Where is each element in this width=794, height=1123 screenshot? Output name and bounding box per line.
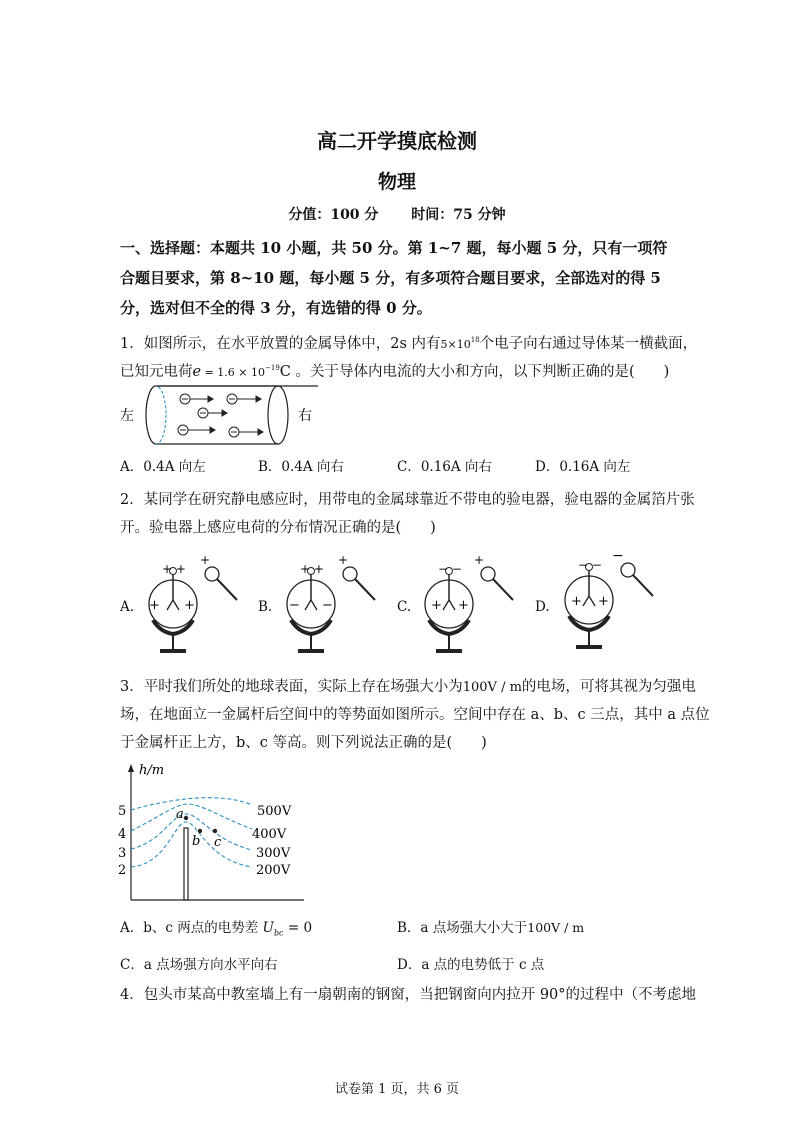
q1-option-b[interactable]: B．0.4A 向右 [258,459,344,475]
q1-electron-exponent: 18 [470,336,480,344]
exam-subject: 物理 [377,171,416,193]
electroscope-b-top-charge: + + [300,562,324,576]
q3-option-b-text: B．a 点场强大小大于 [397,920,528,936]
curve-label-400: 400V [252,827,287,842]
score-time-line: 分值：100 分 时间：75 分钟 [288,207,506,223]
equipotential-curves [131,798,252,867]
ball-c-charge: + [474,553,485,567]
electroscope-b-right-charge: − [322,598,333,613]
q3-text-line3: 于金属杆正上方，b、c 等高。则下列说法正确的是( ) [120,735,487,751]
y-tick-4: 4 [118,827,127,842]
curve-label-300: 300V [256,846,291,861]
q1-charge-symbol: e [192,363,202,380]
exam-title: 高二开学摸底检测 [317,129,477,153]
point-label-a: a [176,807,184,822]
q1-option-a[interactable]: A．0.4A 向左 [120,459,206,475]
q3-option-c[interactable]: C．a 点场强方向水平向右 [120,957,278,973]
electroscope-a-left-charge: + [149,598,160,613]
electron-arrows [118,394,263,437]
q1-label-right: 右 [298,408,312,424]
q3-option-a-text: A．b、c 两点的电势差 [120,920,263,936]
q3-text-a: 3．平时我们所处的地球表面，实际上存在场强大小为 [120,679,463,695]
electroscope-c-right-charge: + [458,598,469,613]
electroscope-c [416,552,526,662]
q1-charge-intro: 已知元电荷 [120,363,193,380]
y-tick-5: 5 [118,804,127,819]
point-label-c: c [214,835,222,850]
electroscope-a-right-charge: + [184,598,195,613]
q2-option-b[interactable]: B. [258,599,273,615]
q3-text-b: 的电场，可将其视为匀强电 [521,679,696,695]
y-tick-2: 2 [118,863,127,878]
section-instructions-line3: 分，选对但不全的得 3 分，有选错的得 0 分。 [120,299,432,317]
q1-question: C 。关于导体内电流的大小和方向，以下判断正确的是( ) [279,363,670,380]
point-c [213,829,217,833]
electroscope-d [556,548,666,658]
electroscope-c-left-charge: + [431,598,442,613]
point-b [198,829,202,833]
q2-option-d[interactable]: D. [535,599,550,615]
point-a [184,816,188,820]
q3-option-a-subscript: bc [273,928,284,938]
q3-text-line1 [120,677,696,698]
q3-option-a-symbol: U [262,920,274,936]
section-instructions-line1: 一、选择题：本题共 10 小题，共 50 分。第 1~7 题，每小题 5 分，只有一项符 [120,239,668,257]
q1-charge-value: = 1.6 × 10 [201,365,266,379]
electroscope-c-top-charge: − − [438,562,462,576]
q2-text-line2: 开。验电器上感应电荷的分布情况正确的是( ) [120,520,436,536]
q3-field-value: 100V / m [462,680,522,695]
electroscope-a [140,552,250,662]
q1-option-d[interactable]: D．0.16A 向左 [535,459,631,475]
q1-charge-exponent: −19 [265,364,280,372]
point-label-b: b [192,834,201,849]
metal-rod [184,828,188,900]
curve-label-200: 200V [256,863,291,878]
axis-label: h/m [139,763,165,778]
q1-text-line2 [120,358,669,383]
q3-option-a[interactable] [120,918,312,944]
electroscope-b [278,552,388,662]
q2-option-a[interactable]: A. [120,599,135,615]
electroscope-d-top-charge: − − [578,558,602,572]
q2-option-c[interactable]: C. [397,599,412,615]
q1-text-b: 个电子向右通过导体某一横截面， [479,335,698,352]
q3-text-line2: 场，在地面立一金属杆后空间中的等势面如图所示。空间中存在 a、b、c 三点，其中 a 点位 [120,707,710,723]
ball-b-charge: + [338,553,349,567]
q3-option-a-value: = 0 [283,920,313,936]
electroscope-a-top-charge: + + [162,562,186,576]
q1-electron-count: 5×10 [440,337,471,351]
curve-label-500: 500V [257,804,292,819]
q4-text-line1: 4．包头市某高中教室墙上有一扇朝南的钢窗，当把钢窗向内拉开 90°的过程中（不考虑地 [120,987,697,1003]
y-tick-3: 3 [118,846,127,861]
q3-option-b[interactable] [397,918,584,938]
ball-a-charge: + [200,553,211,567]
q3-option-d[interactable]: D．a 点的电势低于 c 点 [397,957,545,973]
q1-text-line1 [120,330,697,355]
q3-option-b-value: 100V / m [527,920,585,935]
electroscope-d-left-charge: + [571,594,582,609]
q3-equipotential-figure [112,760,312,908]
electroscope-d-right-charge: + [598,594,609,609]
q2-text-line1: 2．某同学在研究静电感应时，用带电的金属球靠近不带电的验电器，验电器的金属箔片张 [120,492,695,508]
q1-label-left: 左 [120,408,134,424]
electroscope-b-left-charge: − [289,598,300,613]
page-footer: 试卷第 1 页，共 6 页 [334,1082,460,1097]
section-instructions-line2: 合题目要求，第 8~10 题，每小题 5 分，有多项符合题目要求，全部选对的得 5 [120,269,661,287]
q1-text-a: 1．如图所示，在水平放置的金属导体中，2s 内有 [120,335,441,352]
q1-conductor-figure [118,382,318,450]
ball-d-charge: − [612,548,624,564]
q1-option-c[interactable]: C．0.16A 向右 [397,459,492,475]
